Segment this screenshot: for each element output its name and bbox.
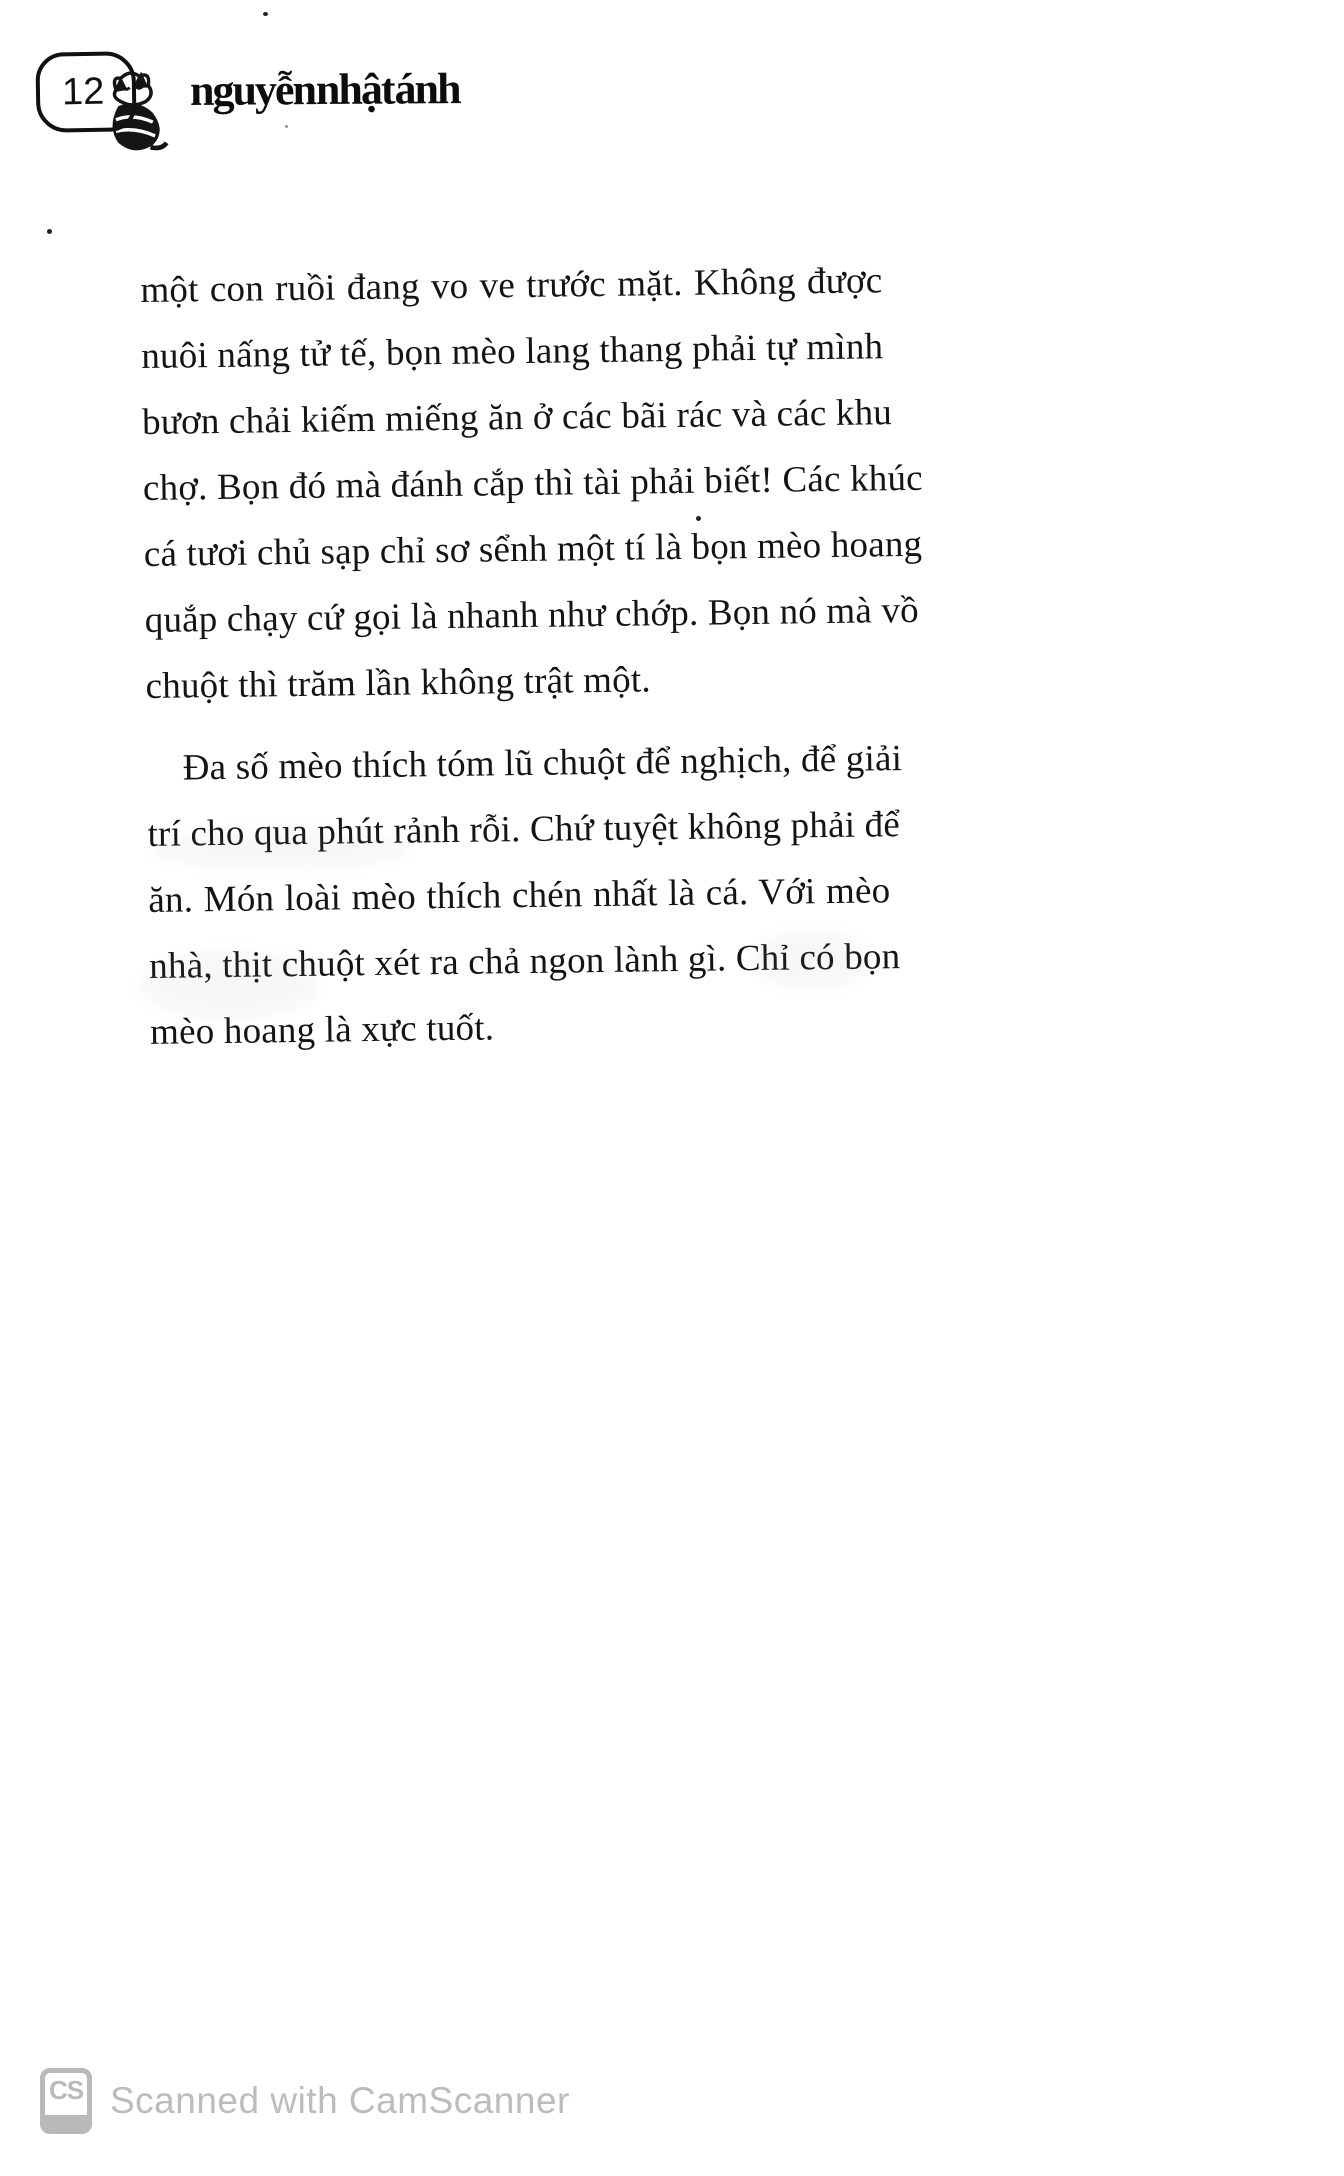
page-header [36, 52, 459, 152]
scan-smudge [150, 830, 410, 870]
author-name: nguyễn nhật ánh [189, 64, 460, 115]
text-line: cá tươi chủ sạp chỉ sơ sểnh một tí là bọn mèo hoang [143, 523, 923, 575]
text-line: bươn chải kiếm miếng ăn ở các bãi rác và các khu [141, 392, 893, 443]
text-line: trí cho qua phút rảnh rỗi. Chứ tuyệt không phải để [147, 804, 901, 855]
scan-speck [263, 12, 268, 16]
paragraph-1 [140, 248, 924, 720]
camscanner-logo-letters: CS [48, 2075, 84, 2105]
scan-speck [285, 125, 288, 128]
page-number: 12 [61, 70, 105, 113]
text-line: nuôi nấng tử tế, bọn mèo lang thang phải tự mình [141, 326, 884, 377]
scan-speck [47, 229, 52, 234]
camscanner-logo-icon [40, 2068, 92, 2134]
scan-smudge [140, 950, 320, 1020]
camscanner-logo-bar [45, 2115, 87, 2129]
text-line: chuột thì trăm lần không trật một. [145, 659, 652, 707]
text-line: quắp chạy cứ gọi là nhanh như chớp. Bọn nó mà vồ [144, 589, 920, 641]
page-number-badge [35, 51, 136, 133]
text-line: mèo hoang là xực tuốt. [149, 1007, 495, 1053]
scan-smudge [750, 930, 870, 990]
camscanner-watermark [40, 2068, 570, 2134]
text-line: ăn. Món loài mèo thích chén nhất là cá. Với mèo [148, 870, 891, 921]
watermark-text: Scanned with CamScanner [110, 2080, 570, 2121]
text-line: một con ruồi đang vo ve trước mặt. Không được [140, 260, 883, 311]
text-line: chợ. Bọn đó mà đánh cắp thì tài phải biết! Các khúc [142, 457, 924, 509]
text-line: nhà, thịt chuột xét ra chả ngon lành gì. Chỉ có bọn [149, 936, 901, 987]
scan-speck [696, 516, 701, 521]
text-line: Đa số mèo thích tóm lũ chuột để nghịch, để giải [182, 738, 903, 789]
